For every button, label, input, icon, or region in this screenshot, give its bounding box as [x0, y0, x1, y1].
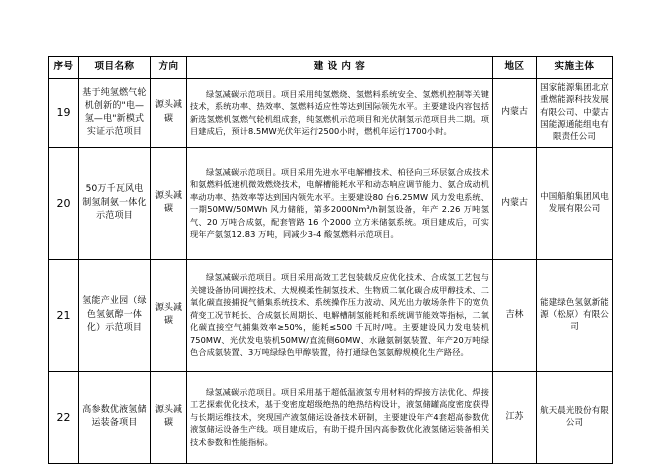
- table-header: [49, 57, 613, 79]
- cell-content: [187, 259, 493, 371]
- cell-area: 江苏: [493, 371, 537, 463]
- cell-content-text: 绿氢减碳示范项目。项目采用纯氢燃烧、氢燃料系统安全、氢燃机控制等关键技术，系统功率、热效率、氢燃料适应性等达到国际领先水平。主要建设内容包括新选氢燃机氢燃气轮机组成套，纯氢燃机示范项目和光伏制氢示范项目共二期。项目建成后，预计8.5MW光伏年运行2500小时，燃机年运行1700小时。: [190, 88, 489, 137]
- column-header-area: 地区: [493, 57, 537, 79]
- cell-no: 20: [49, 147, 79, 259]
- cell-no: 22: [49, 371, 79, 463]
- cell-content-text: 绿氢减碳示范项目。项目采用高效工艺包装载反应优化技术、合成氢工艺包与关键设备协同调控技术、大规模柔性制氢技术、生物质二氧化碳合成甲醇技术、二氧化碳直接捕捉气循集系统技术、系统操作压力波动、风光出力敏场条件下的宽负荷变工况节耗长、合成氨长周期长、电解槽制氢能耗和系统调节能效等指标，二氧化碳直接空气捕集效率≥50%，能耗≤500 千瓦时/吨。主要建设风力发电装机750MW、光伏发电装机50MW/直流侧60MW、水融氨制氨装置、年产20万吨绿色合成氨装置、3万吨绿绿色甲醇装置，待打通绿色氢氨醇规模化生产路径。: [190, 272, 489, 358]
- table-row: [49, 79, 613, 148]
- cell-direction: 源头减碳: [151, 259, 187, 371]
- cell-direction: 源头减碳: [151, 147, 187, 259]
- column-header-direction: 方向: [151, 57, 187, 79]
- cell-direction: 源头减碳: [151, 371, 187, 463]
- cell-organization: 国家能源集团北京重燃能源科技发展有限公司、中蒙古国能源通能组电有限责任公司: [537, 79, 613, 148]
- table-row: [49, 259, 613, 371]
- table-body: [49, 79, 613, 464]
- cell-project-name: 氢能产业园（绿色氢氨醇一体化）示范项目: [79, 259, 151, 371]
- cell-area: 吉林: [493, 259, 537, 371]
- table-row: [49, 371, 613, 463]
- cell-organization: 能建绿色氢氨新能源（松原）有限公司: [537, 259, 613, 371]
- cell-no: 21: [49, 259, 79, 371]
- cell-content-text: 绿氢减碳示范项目。项目采用先进水平电解槽技术、柏径向三环层氨合成技术和氨燃料低速机微效燃烧技术，电解槽能耗水平和动态响应调节能力、氨合成动机率动功率、热效率等达到国内领先水平。主要建设80 台6.25MW 风力发电系统、一期50MW/50MWh 风力储能，第多2000Nm³/h制氢设备，年产 2.26 万吨氢气、20 万吨合成氨，配套管路 16 个2000 立方米储氨系统。项目建成后，可实现年产氨氢12.83 万吨，同减少3-4 酸氢燃料示范项目。: [190, 166, 489, 239]
- cell-area: 内蒙古: [493, 79, 537, 148]
- cell-organization: 航天晨光股份有限公司: [537, 371, 613, 463]
- cell-content-text: 绿氢减碳示范项目。项目采用基于超低温液氢专用材料的焊接方法优化、焊接工艺探索优化技术，基于变密度超级绝热的绝热结构设计，液氢储罐高度密度获得与长期运维技术，突现国产液氢储运设备技术研制，主要建设年产4套超高参数优液氢储运设备生产线。项目建成后，有助于提升国内高参数优化液氢储运装备相关技术参数和性能指标。: [190, 386, 489, 447]
- cell-organization: 中国船舶集团风电发展有限公司: [537, 147, 613, 259]
- cell-no: 19: [49, 79, 79, 148]
- cell-project-name: 基于纯氢燃气轮机创新的"电—氢—电"新模式实证示范项目: [79, 79, 151, 148]
- cell-direction: 源头减碳: [151, 79, 187, 148]
- cell-content: [187, 371, 493, 463]
- column-header-organization: 实施主体: [537, 57, 613, 79]
- column-header-project-name: 项目名称: [79, 57, 151, 79]
- cell-area: 内蒙古: [493, 147, 537, 259]
- table-row: [49, 147, 613, 259]
- cell-content: [187, 147, 493, 259]
- project-table: [48, 56, 613, 464]
- column-header-no: 序号: [49, 57, 79, 79]
- cell-project-name: 高参数优液氢储运装备项目: [79, 371, 151, 463]
- table-header-row: [49, 57, 613, 79]
- column-header-content: 建 设 内 容: [187, 57, 493, 79]
- cell-project-name: 50万千瓦风电制氢制氨一体化示范项目: [79, 147, 151, 259]
- cell-content: [187, 79, 493, 148]
